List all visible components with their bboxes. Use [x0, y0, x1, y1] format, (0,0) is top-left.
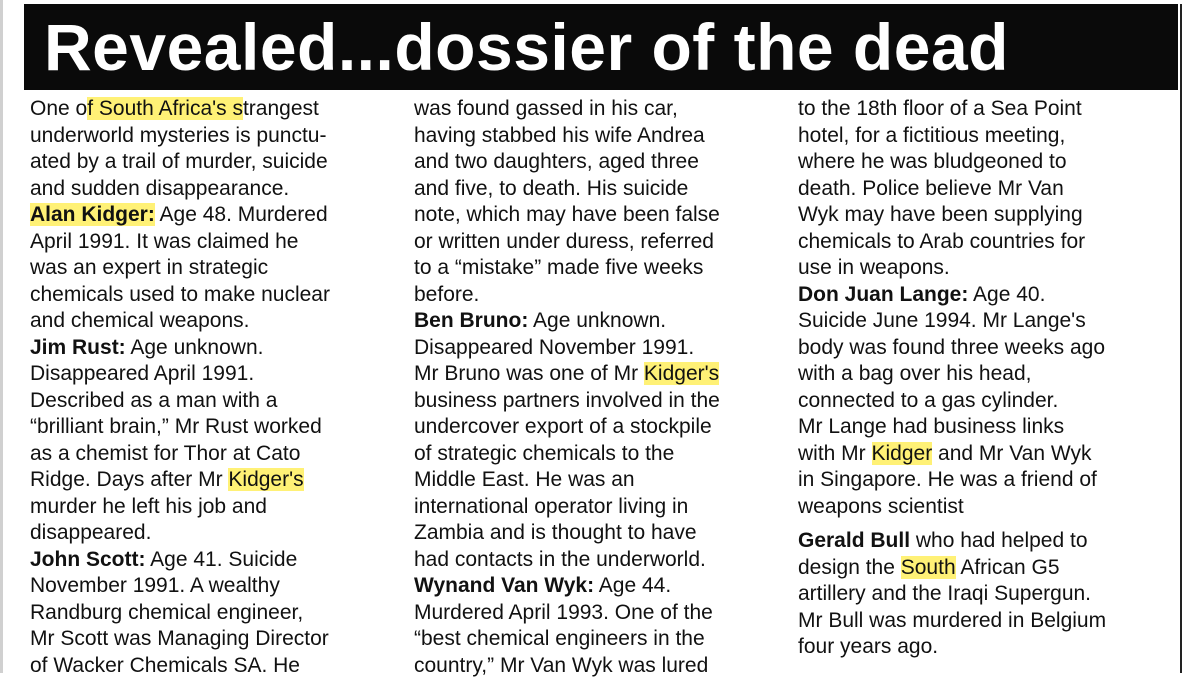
text-line	[798, 441, 1168, 468]
text-run: Disappeared November 1991.	[414, 336, 694, 359]
text-line	[798, 96, 1168, 123]
page-edge	[0, 0, 3, 673]
text-line	[414, 123, 784, 150]
text-line	[798, 229, 1168, 256]
text-line	[414, 176, 784, 203]
text-line	[798, 555, 1168, 582]
person-name: Alan Kidger:	[30, 203, 155, 226]
highlighted-text: Kidger	[872, 442, 933, 465]
text-run: Mr Bull was murdered in Belgium	[798, 609, 1106, 632]
text-run: April 1991. It was claimed he	[30, 230, 298, 253]
text-run: murder he left his job and	[30, 495, 267, 518]
text-run: One o	[30, 97, 87, 120]
person-name: Ben Bruno:	[414, 309, 528, 332]
text-line	[30, 653, 400, 679]
highlighted-text: Kidger's	[228, 468, 303, 491]
text-line	[414, 335, 784, 362]
text-run: Disappeared April 1991.	[30, 362, 254, 385]
person-name: Gerald Bull	[798, 529, 910, 552]
text-run: and five, to death. His suicide	[414, 177, 688, 200]
text-line	[414, 441, 784, 468]
highlighted-text: Kidger's	[644, 362, 719, 385]
text-run: chemicals to Arab countries for	[798, 230, 1085, 253]
text-run: and Mr Van Wyk	[932, 442, 1091, 465]
article-column-2	[414, 96, 784, 679]
text-line	[30, 335, 400, 362]
text-run: or written under duress, referred	[414, 230, 714, 253]
text-run: had contacts in the underworld.	[414, 548, 706, 571]
article-column-3	[798, 96, 1168, 661]
text-run: Mr Lange had business links	[798, 415, 1064, 438]
text-run: design the	[798, 556, 901, 579]
text-run: of strategic chemicals to the	[414, 442, 674, 465]
text-run: Age 48. Murdered	[155, 203, 328, 226]
text-run: trangest	[243, 97, 319, 120]
text-run: “best chemical engineers in the	[414, 627, 705, 650]
person-name: Wynand Van Wyk:	[414, 574, 594, 597]
text-run: with a bag over his head,	[798, 362, 1031, 385]
text-line	[798, 581, 1168, 608]
text-line	[798, 176, 1168, 203]
text-run: African G5	[956, 556, 1060, 579]
text-run: Suicide June 1994. Mr Lange's	[798, 309, 1086, 332]
text-line	[30, 494, 400, 521]
text-run: Described as a man with a	[30, 389, 277, 412]
text-line	[414, 282, 784, 309]
text-line	[414, 229, 784, 256]
text-run: Age 44.	[594, 574, 671, 597]
text-line	[798, 608, 1168, 635]
text-line	[30, 547, 400, 574]
text-line	[798, 308, 1168, 335]
text-line	[30, 626, 400, 653]
text-run: as a chemist for Thor at Cato	[30, 442, 300, 465]
text-run: four years ago.	[798, 635, 938, 658]
text-run: country,” Mr Van Wyk was lured	[414, 654, 708, 677]
text-line	[414, 149, 784, 176]
text-run: Age 41. Suicide	[146, 548, 298, 571]
text-run: weapons scientist	[798, 495, 964, 518]
text-line	[414, 547, 784, 574]
person-name: John Scott:	[30, 548, 146, 571]
text-line	[798, 634, 1168, 661]
text-run: Randburg chemical engineer,	[30, 601, 303, 624]
text-run: Mr Bruno was one of Mr	[414, 362, 644, 385]
text-run: Wyk may have been supplying	[798, 203, 1083, 226]
text-line	[30, 202, 400, 229]
text-line	[414, 414, 784, 441]
text-line	[414, 308, 784, 335]
text-line	[30, 600, 400, 627]
text-line	[30, 414, 400, 441]
text-line	[30, 229, 400, 256]
highlighted-text: South	[901, 556, 956, 579]
article-body	[30, 96, 1170, 673]
text-line	[30, 96, 400, 123]
text-run: of Wacker Chemicals SA. He	[30, 654, 300, 677]
text-run: Age unknown.	[528, 309, 666, 332]
text-line	[798, 361, 1168, 388]
paragraph-gap	[798, 520, 1168, 528]
text-line	[414, 626, 784, 653]
text-line	[30, 176, 400, 203]
text-run: “brilliant brain,” Mr Rust worked	[30, 415, 322, 438]
text-run: Mr Scott was Managing Director	[30, 627, 329, 650]
text-run: and chemical weapons.	[30, 309, 249, 332]
text-line	[414, 520, 784, 547]
text-line	[798, 388, 1168, 415]
text-line	[30, 308, 400, 335]
text-line	[798, 335, 1168, 362]
column-rule	[1180, 4, 1182, 673]
text-run: having stabbed his wife Andrea	[414, 124, 705, 147]
text-line	[798, 414, 1168, 441]
text-line	[414, 467, 784, 494]
text-line	[798, 255, 1168, 282]
text-run: undercover export of a stockpile	[414, 415, 712, 438]
text-line	[30, 255, 400, 282]
text-run: ated by a trail of murder, suicide	[30, 150, 328, 173]
text-run: Ridge. Days after Mr	[30, 468, 228, 491]
text-run: to the 18th floor of a Sea Point	[798, 97, 1082, 120]
text-line	[414, 388, 784, 415]
text-run: in Singapore. He was a friend of	[798, 468, 1097, 491]
text-line	[414, 202, 784, 229]
text-line	[30, 520, 400, 547]
text-run: chemicals used to make nuclear	[30, 283, 330, 306]
text-run: business partners involved in the	[414, 389, 720, 412]
text-run: body was found three weeks ago	[798, 336, 1105, 359]
text-run: who had helped to	[910, 529, 1087, 552]
text-line	[798, 202, 1168, 229]
text-line	[414, 600, 784, 627]
article-column-1	[30, 96, 400, 679]
text-line	[798, 149, 1168, 176]
text-line	[798, 467, 1168, 494]
text-line	[30, 149, 400, 176]
text-line	[414, 494, 784, 521]
text-run: was an expert in strategic	[30, 256, 268, 279]
text-run: where he was bludgeoned to	[798, 150, 1067, 173]
text-run: underworld mysteries is punctu-	[30, 124, 326, 147]
highlighted-text: f South Africa's s	[87, 97, 243, 120]
text-run: death. Police believe Mr Van	[798, 177, 1064, 200]
text-run: international operator living in	[414, 495, 688, 518]
person-name: Don Juan Lange:	[798, 283, 968, 306]
text-run: to a “mistake” made five weeks	[414, 256, 703, 279]
text-line	[414, 361, 784, 388]
person-name: Jim Rust:	[30, 336, 126, 359]
text-line	[798, 494, 1168, 521]
text-line	[798, 123, 1168, 150]
text-line	[414, 653, 784, 679]
text-line	[798, 528, 1168, 555]
text-line	[30, 282, 400, 309]
text-line	[30, 467, 400, 494]
text-run: connected to a gas cylinder.	[798, 389, 1058, 412]
text-run: note, which may have been false	[414, 203, 720, 226]
text-line	[30, 441, 400, 468]
text-line	[414, 573, 784, 600]
text-run: and two daughters, aged three	[414, 150, 699, 173]
text-line	[414, 96, 784, 123]
text-run: disappeared.	[30, 521, 151, 544]
text-run: was found gassed in his car,	[414, 97, 678, 120]
text-run: with Mr	[798, 442, 872, 465]
text-run: Age unknown.	[126, 336, 264, 359]
text-line	[30, 388, 400, 415]
text-line	[798, 282, 1168, 309]
text-run: Zambia and is thought to have	[414, 521, 697, 544]
text-run: and sudden disappearance.	[30, 177, 289, 200]
headline-bar	[24, 4, 1178, 90]
text-run: Age 40.	[968, 283, 1045, 306]
text-run: Middle East. He was an	[414, 468, 635, 491]
text-run: hotel, for a fictitious meeting,	[798, 124, 1065, 147]
text-run: Murdered April 1993. One of the	[414, 601, 713, 624]
text-line	[30, 123, 400, 150]
headline: Revealed...dossier of the dead	[24, 14, 1009, 80]
text-run: artillery and the Iraqi Supergun.	[798, 582, 1091, 605]
text-line	[414, 255, 784, 282]
text-line	[30, 361, 400, 388]
text-run: before.	[414, 283, 479, 306]
text-run: use in weapons.	[798, 256, 950, 279]
text-run: November 1991. A wealthy	[30, 574, 280, 597]
text-line	[30, 573, 400, 600]
